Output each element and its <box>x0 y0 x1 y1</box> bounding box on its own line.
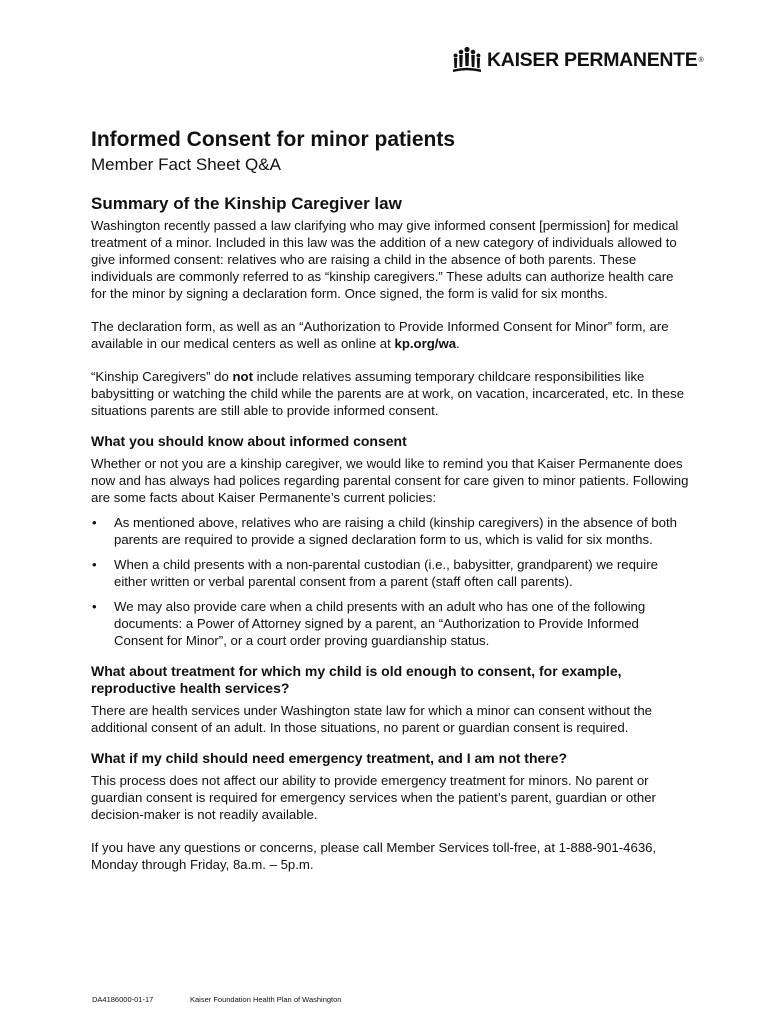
declaration-period: . <box>456 336 460 351</box>
policy-list-item: • As mentioned above, relatives who are raising a child (kinship caregivers) in the absence of both parents are required to provide a signed declaration form to us, which is valid for six months. <box>91 514 691 548</box>
exclusion-emphasis: not <box>232 369 253 384</box>
reproductive-heading: What about treatment for which my child is old enough to consent, for example, reproductive health services? <box>91 663 622 696</box>
document-code: DA4186000-01-17 <box>92 995 154 1004</box>
registered-mark: ® <box>698 56 704 64</box>
policy-list-item: • We may also provide care when a child presents with an adult who has one of the following documents: a Power of Attorney signed by a parent, an “Authorization to Provide Informed Consent for Minor”, or a court order proving guardianship status. <box>91 598 691 649</box>
policy-list-item: • When a child presents with a non-parental custodian (i.e., babysitter, grandparent) we require either written or verbal parental consent from a parent (staff often call parents). <box>91 556 691 590</box>
kaiser-people-icon <box>452 46 482 74</box>
kaiser-logo-text: KAISER PERMANENTE <box>487 48 698 71</box>
document-body <box>91 127 691 873</box>
declaration-paragraph <box>91 318 691 352</box>
exclusion-text-start: “Kinship Caregivers” do <box>91 369 233 384</box>
emergency-body: This process does not affect our ability to provide emergency treatment for minors. No parent or guardian consent is required for emergency services when the patient’s parent, guardian or other decision-maker is not readily available. <box>91 773 656 822</box>
reproductive-body: There are health services under Washington state law for which a minor can consent without the additional consent of an adult. In those situations, no parent or guardian consent is required. <box>91 703 653 735</box>
informed-consent-heading: What you should know about informed consent <box>91 433 407 449</box>
emergency-heading: What if my child should need emergency treatment, and I am not there? <box>91 750 568 766</box>
page-footer <box>92 995 341 1004</box>
contact-paragraph: If you have any questions or concerns, please call Member Services toll-free, at 1-888-901-4636, Monday through Friday, 8a.m. – 5p.m. <box>91 840 657 872</box>
kaiser-logo <box>452 46 704 74</box>
page-subtitle: Member Fact Sheet Q&A <box>91 155 281 174</box>
policy-list <box>91 514 691 649</box>
declaration-text: The declaration form, as well as an “Authorization to Provide Informed Consent for Minor” form, are available in our medical centers as well as online at <box>91 319 669 351</box>
summary-heading: Summary of the Kinship Caregiver law <box>91 194 402 213</box>
exclusion-text-end: include relatives assuming temporary childcare responsibilities like babysitting or watching the child while the parents are at work, on vacation, incarcerated, etc. In these situations parents are still able to provide informed consent. <box>91 369 685 418</box>
page-title: Informed Consent for minor patients <box>91 128 456 151</box>
summary-paragraph: Washington recently passed a law clarifying who may give informed consent [permission] for medical treatment of a minor. Included in this law was the addition of a new category of individuals allowed to give informed consent: relatives who are raising a child in the absence of both parents. These individuals are commonly referred to as “kinship caregivers.” These adults can authorize health care for the minor by signing a declaration form. Once signed, the form is valid for six months. <box>91 218 679 301</box>
informed-consent-intro: Whether or not you are a kinship caregiver, we would like to remind you that Kaiser Permanente does now and has always had polices regarding parental consent for care given to minor patients. Following are some facts about Kaiser Permanente’s current policies: <box>91 456 689 505</box>
kinship-exclusion-paragraph <box>91 368 691 419</box>
kp-link[interactable]: kp.org/wa <box>394 336 457 351</box>
organization-name: Kaiser Foundation Health Plan of Washington <box>190 995 342 1004</box>
